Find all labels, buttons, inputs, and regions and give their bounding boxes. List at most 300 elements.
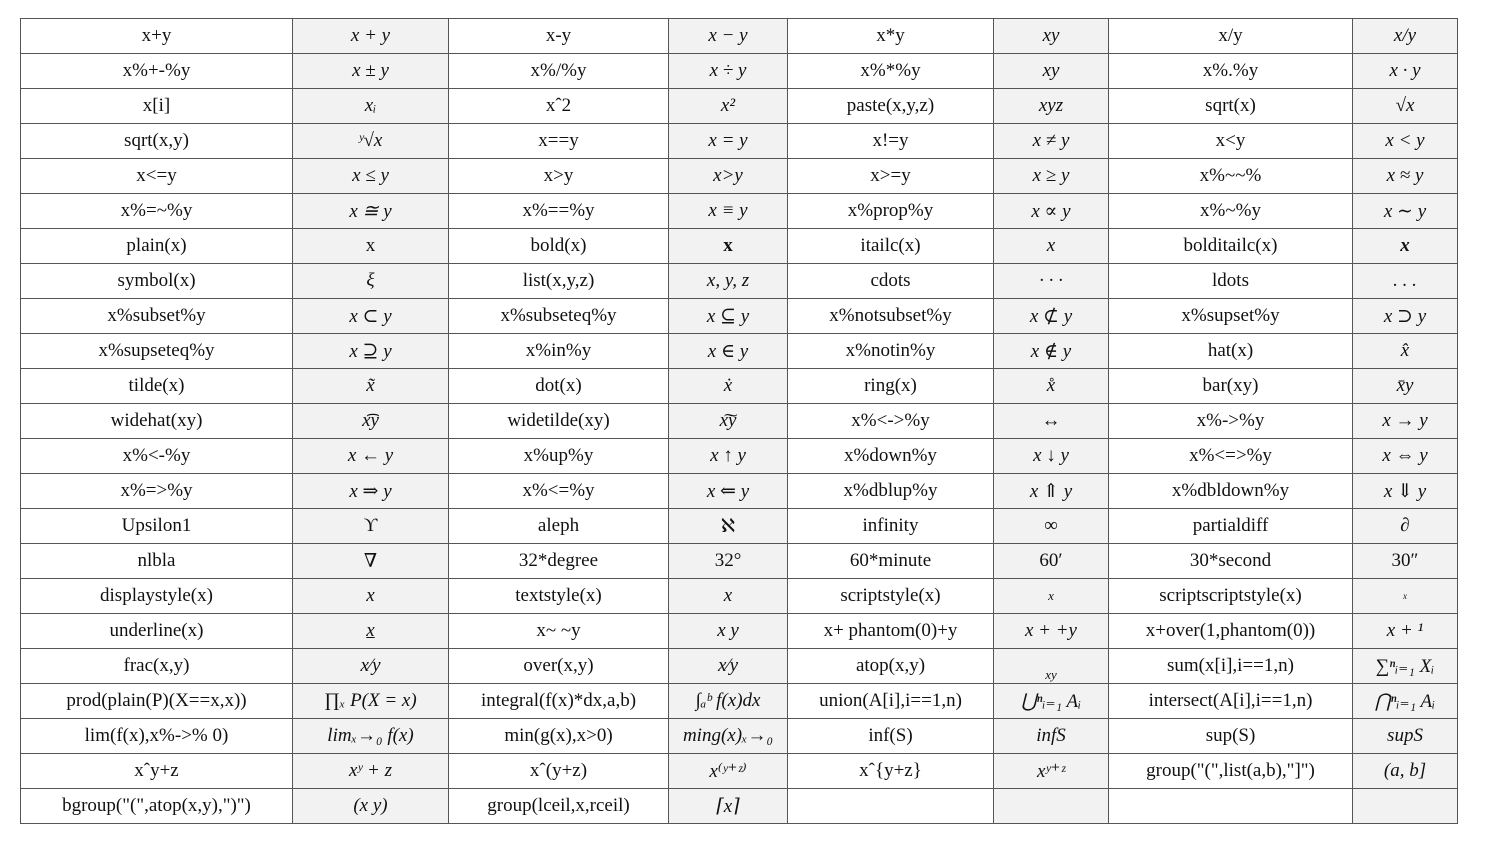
expression-cell [21,614,293,649]
cell-text: ldots [1212,270,1249,291]
cell-text: paste(x,y,z) [846,95,935,116]
expression-cell [788,54,994,89]
cell-text: x ⊄ y [1029,305,1073,327]
cell-text: 30*second [1189,550,1272,571]
cell-text: x%/%y [530,60,587,81]
expression-cell [21,299,293,334]
expression-cell [788,194,994,229]
expression-cell [1109,334,1353,369]
cell-text: x͡y [362,410,379,431]
expression-cell [1109,649,1353,684]
cell-text: atop(x,y) [855,655,926,676]
cell-text: xy [1042,60,1060,81]
cell-text: 32° [714,550,742,571]
table-row [21,194,1458,229]
rendered-cell [293,544,449,579]
cell-text: ⌈x⌉ [716,795,740,817]
cell-text: x*y [876,25,905,46]
rendered-cell [1353,334,1458,369]
expression-cell [21,544,293,579]
cell-text: ξ [366,270,375,291]
rendered-cell [1353,579,1458,614]
expression-cell [1109,124,1353,159]
rendered-cell [293,19,449,54]
rendered-cell [1353,264,1458,299]
cell-text: partialdiff [1192,515,1269,536]
cell-text: x² [720,95,736,116]
rendered-cell [1353,754,1458,789]
expression-cell [449,299,669,334]
cell-text: x ↓ y [1033,445,1069,466]
cell-text: Upsilon1 [121,515,192,536]
rendered-cell [1353,509,1458,544]
expression-cell [788,404,994,439]
cell-text: x ⊇ y [349,340,392,362]
expression-cell [1109,54,1353,89]
expression-cell [449,509,669,544]
rendered-cell [293,299,449,334]
rendered-cell [1353,54,1458,89]
expression-cell [788,614,994,649]
expression-cell [1109,719,1353,754]
cell-text: x/y [1393,25,1417,46]
cell-text: √x [1395,95,1415,116]
rendered-cell [994,789,1109,824]
cell-text: x/y [1218,25,1243,46]
cell-text: bold(x) [530,235,587,256]
cell-text: x>y [543,165,574,186]
cell-text: x%+-%y [122,60,191,81]
cell-text: inf(S) [868,725,913,746]
rendered-cell [1353,159,1458,194]
expression-cell [21,369,293,404]
expression-cell [1109,789,1353,824]
table-row [21,754,1458,789]
expression-cell [449,649,669,684]
cell-text: ∑ⁿᵢ₌₁ Xᵢ [1375,655,1435,677]
cell-text: (a, b] [1383,760,1427,781]
expression-cell [21,474,293,509]
cell-text: sum(x[i],i==1,n) [1167,655,1294,676]
expression-cell [21,439,293,474]
cell-text: dot(x) [535,375,582,396]
expression-cell [449,19,669,54]
rendered-cell [669,544,788,579]
expression-cell [1109,229,1353,264]
rendered-cell [669,264,788,299]
expression-cell [1109,19,1353,54]
expression-cell [449,404,669,439]
cell-text: tilde(x) [128,375,185,396]
expression-cell [21,754,293,789]
cell-text: list(x,y,z) [522,270,595,291]
cell-text: x%notsubset%y [829,305,952,326]
cell-text: x = y [708,130,748,151]
rendered-cell [1353,474,1458,509]
cell-text: xʸ + z [349,760,392,781]
cell-text: ∞ [1044,515,1058,536]
rendered-cell [1353,684,1458,719]
cell-text: ∇ [363,550,378,572]
cell-text: xˆy+z [134,760,179,781]
cell-text: x~ ~y [536,620,581,641]
rendered-cell [1353,789,1458,824]
cell-text: x%==%y [522,200,595,221]
expression-cell [449,89,669,124]
rendered-cell [293,719,449,754]
cell-text: x ⊂ y [349,305,392,327]
expression-cell [21,54,293,89]
cell-text: x̂ [1400,340,1410,361]
cell-text: x ⇓ y [1383,480,1427,502]
expression-cell [788,334,994,369]
cell-text: sqrt(x) [1205,95,1256,116]
expression-cell [449,264,669,299]
cell-text: x%up%y [523,445,594,466]
rendered-cell [293,614,449,649]
cell-text: x [723,585,733,606]
rendered-cell [669,19,788,54]
expression-cell [788,229,994,264]
rendered-cell [293,54,449,89]
cell-text: bgroup("(",atop(x,y),")") [62,795,251,816]
cell-text: x⁄y [717,655,739,676]
rendered-cell [994,124,1109,159]
expression-cell [449,194,669,229]
cell-text: x ⇐ y [706,480,750,502]
expression-cell [449,719,669,754]
expression-cell [449,439,669,474]
cell-text: x̃ [366,375,375,396]
rendered-cell [669,404,788,439]
cell-text: xˆ(y+z) [529,760,588,781]
cell-text: x[i] [142,95,171,116]
expression-cell [21,649,293,684]
cell-text: ∏ₓ P(X = x) [324,690,417,711]
rendered-cell [994,89,1109,124]
expression-cell [788,649,994,684]
cell-text: plain(x) [126,235,187,256]
table-row [21,369,1458,404]
rendered-cell [994,299,1109,334]
expression-cell [449,229,669,264]
expression-cell [1109,89,1353,124]
rendered-cell [293,649,449,684]
cell-text: x ∝ y [1031,200,1071,222]
cell-text: x [366,585,375,606]
rendered-cell [994,649,1109,684]
cell-text: prod(plain(P)(X==x,x)) [66,690,247,711]
expression-cell [1109,474,1353,509]
expression-cell [788,544,994,579]
rendered-cell [669,194,788,229]
cell-text: 30″ [1391,550,1419,571]
cell-text: scriptscriptstyle(x) [1159,585,1302,606]
expression-cell [788,89,994,124]
rendered-cell [669,299,788,334]
rendered-cell [669,754,788,789]
expression-cell [21,19,293,54]
rendered-cell [994,19,1109,54]
cell-text: x%.%y [1202,60,1259,81]
expression-cell [21,264,293,299]
cell-text: x%supset%y [1181,305,1280,326]
cell-text: intersect(A[i],i==1,n) [1148,690,1313,711]
cell-text: x+ phantom(0)+y [823,620,958,641]
cell-text: cdots [870,270,911,291]
expression-cell [449,579,669,614]
cell-text: limₓ→₀ f(x) [327,725,414,746]
expression-cell [449,369,669,404]
expression-cell [788,299,994,334]
expression-cell [449,544,669,579]
cell-text: x%<-%y [122,445,191,466]
table-row [21,299,1458,334]
cell-text: x ≠ y [1032,130,1070,151]
cell-text: x>y [713,165,743,186]
expression-cell [788,474,994,509]
cell-text: symbol(x) [117,270,196,291]
rendered-cell [1353,19,1458,54]
cell-text: xy [1042,25,1060,46]
cell-text: bar(xy) [1202,375,1259,396]
expression-cell [788,719,994,754]
expression-cell [449,334,669,369]
cell-text: underline(x) [109,620,204,641]
expression-cell [449,684,669,719]
cell-text: widetilde(xy) [507,410,610,431]
rendered-cell [994,684,1109,719]
expression-cell [1109,579,1353,614]
cell-text: xˆ2 [545,95,572,116]
cell-text: nlbla [137,550,176,571]
rendered-cell [293,229,449,264]
cell-text: x − y [708,25,748,46]
cell-text: x < y [1385,130,1425,151]
table-row [21,544,1458,579]
expression-cell [788,439,994,474]
cell-text: x ∼ y [1383,200,1427,222]
expression-cell [449,54,669,89]
table-row [21,509,1458,544]
rendered-cell [1353,229,1458,264]
table-row [21,649,1458,684]
cell-text: xy [1045,667,1057,682]
table-row [21,439,1458,474]
cell-text: integral(f(x)*dx,a,b) [480,690,637,711]
cell-text: x + y [350,25,391,46]
cell-text: x ≈ y [1386,165,1424,186]
rendered-cell [994,614,1109,649]
expression-cell [788,579,994,614]
table-row [21,54,1458,89]
table-row [21,614,1458,649]
cell-text: x%supseteq%y [98,340,215,361]
expression-cell [1109,264,1353,299]
cell-text: infS [1036,725,1066,746]
expression-cell [21,684,293,719]
cell-text: sqrt(x,y) [124,130,189,151]
cell-text: x [365,235,376,256]
cell-text: x+over(1,phantom(0)) [1145,620,1316,641]
expression-cell [449,789,669,824]
rendered-cell [669,579,788,614]
table-row [21,264,1458,299]
cell-text: xʸ⁺ᶻ [1037,760,1065,782]
table-row [21,579,1458,614]
expression-cell [1109,544,1353,579]
table-row [21,19,1458,54]
rendered-cell [669,649,788,684]
rendered-cell [293,159,449,194]
cell-text: textstyle(x) [515,585,602,606]
expression-cell [788,684,994,719]
cell-text: lim(f(x),x%->% 0) [84,725,229,746]
rendered-cell [1353,194,1458,229]
cell-text: x!=y [872,130,909,151]
cell-text: x͠y [719,410,737,431]
cell-text: x [1403,591,1407,601]
cell-text: ring(x) [864,375,917,396]
rendered-cell [669,229,788,264]
cell-text: (x y) [353,795,388,816]
cell-text: supS [1387,725,1423,746]
rendered-cell [293,89,449,124]
table-row [21,229,1458,264]
rendered-cell [1353,719,1458,754]
rendered-cell [994,544,1109,579]
rendered-cell [669,789,788,824]
cell-text: ↔ [1041,410,1061,431]
cell-text: x+y [141,25,172,46]
cell-text: x%->%y [1196,410,1265,431]
cell-text: ℵ [720,515,736,537]
rendered-cell [293,754,449,789]
rendered-cell [669,159,788,194]
expression-cell [21,334,293,369]
expression-cell [788,19,994,54]
cell-text: x [1400,235,1410,256]
cell-text: x ± y [352,60,389,81]
rendered-cell [994,369,1109,404]
table-row [21,789,1458,824]
cell-text: x⁽ʸ⁺ᶻ⁾ [709,760,747,782]
rendered-cell [293,264,449,299]
cell-text: bolditailc(x) [1183,235,1278,256]
cell-text: x ⇔ y [1382,445,1428,466]
cell-text: ∫ₐᵇ f(x)dx [695,690,761,711]
cell-text: x%~~% [1199,165,1262,186]
expression-cell [1109,404,1353,439]
cell-text: infinity [862,515,919,536]
cell-text: min(g(x),x>0) [504,725,613,746]
table-row [21,474,1458,509]
cell-text: 60*minute [849,550,932,571]
cell-text: x>=y [870,165,911,186]
cell-text: x%<=>%y [1189,445,1272,466]
cell-text: 60′ [1039,550,1063,571]
rendered-cell [669,719,788,754]
rendered-cell [1353,439,1458,474]
rendered-cell [994,229,1109,264]
cell-text: x==y [538,130,579,151]
rendered-cell [994,474,1109,509]
rendered-cell [669,509,788,544]
cell-text: hat(x) [1207,340,1254,361]
cell-text: x ⇑ y [1029,480,1073,502]
cell-text: ⋃ⁿᵢ₌₁ Aᵢ [1020,690,1082,712]
cell-text: x, y, z [706,270,750,291]
rendered-cell [669,54,788,89]
cell-text: x%in%y [525,340,592,361]
rendered-cell [1353,614,1458,649]
cell-text: x%<=%y [522,480,595,501]
expression-cell [21,719,293,754]
expression-cell [1109,684,1353,719]
rendered-cell [994,754,1109,789]
expression-cell [449,159,669,194]
expression-cell [21,789,293,824]
rendered-cell [669,89,788,124]
rendered-cell [293,579,449,614]
cell-text: displaystyle(x) [100,585,213,606]
rendered-cell [669,474,788,509]
cell-text: x<=y [136,165,177,186]
expression-cell [449,124,669,159]
cell-text: x%subseteq%y [500,305,617,326]
cell-text: x [1048,588,1054,603]
expression-cell [21,89,293,124]
cell-text: x → y [1382,410,1428,431]
cell-text: widehat(xy) [110,410,203,431]
cell-text: x-y [545,25,572,46]
expression-cell [1109,369,1353,404]
cell-text: x̊ [1046,375,1056,396]
rendered-cell [293,789,449,824]
cell-text: · · · [1039,270,1063,291]
cell-text: x%=~%y [120,200,193,221]
cell-text: x + +y [1024,620,1077,641]
cell-text: x ≡ y [708,200,748,221]
cell-text: ming(x)ₓ→₀ [682,725,774,746]
rendered-cell [293,369,449,404]
cell-text: union(A[i],i==1,n) [819,690,962,711]
expression-cell [788,789,994,824]
cell-text: x̄y [1396,375,1414,396]
rendered-cell [293,439,449,474]
table-row [21,159,1458,194]
rendered-cell [994,159,1109,194]
expression-cell [21,404,293,439]
cell-text: frac(x,y) [123,655,190,676]
cell-text: x⁄y [360,655,381,676]
cell-text: sup(S) [1205,725,1256,746]
rendered-cell [1353,649,1458,684]
cell-text: x [366,620,375,641]
cell-text: group("(",list(a,b),"]") [1146,760,1315,781]
cell-text: x ∈ y [707,340,749,362]
cell-text: x y [717,620,739,641]
cell-text: ʸ√x [358,130,383,151]
rendered-cell [669,369,788,404]
rendered-cell [293,124,449,159]
expression-cell [788,754,994,789]
cell-text: x ← y [347,445,394,466]
expression-cell [1109,754,1353,789]
cell-text: x%=>%y [120,480,193,501]
cell-text: x<y [1215,130,1246,151]
cell-text: x [1046,235,1056,256]
